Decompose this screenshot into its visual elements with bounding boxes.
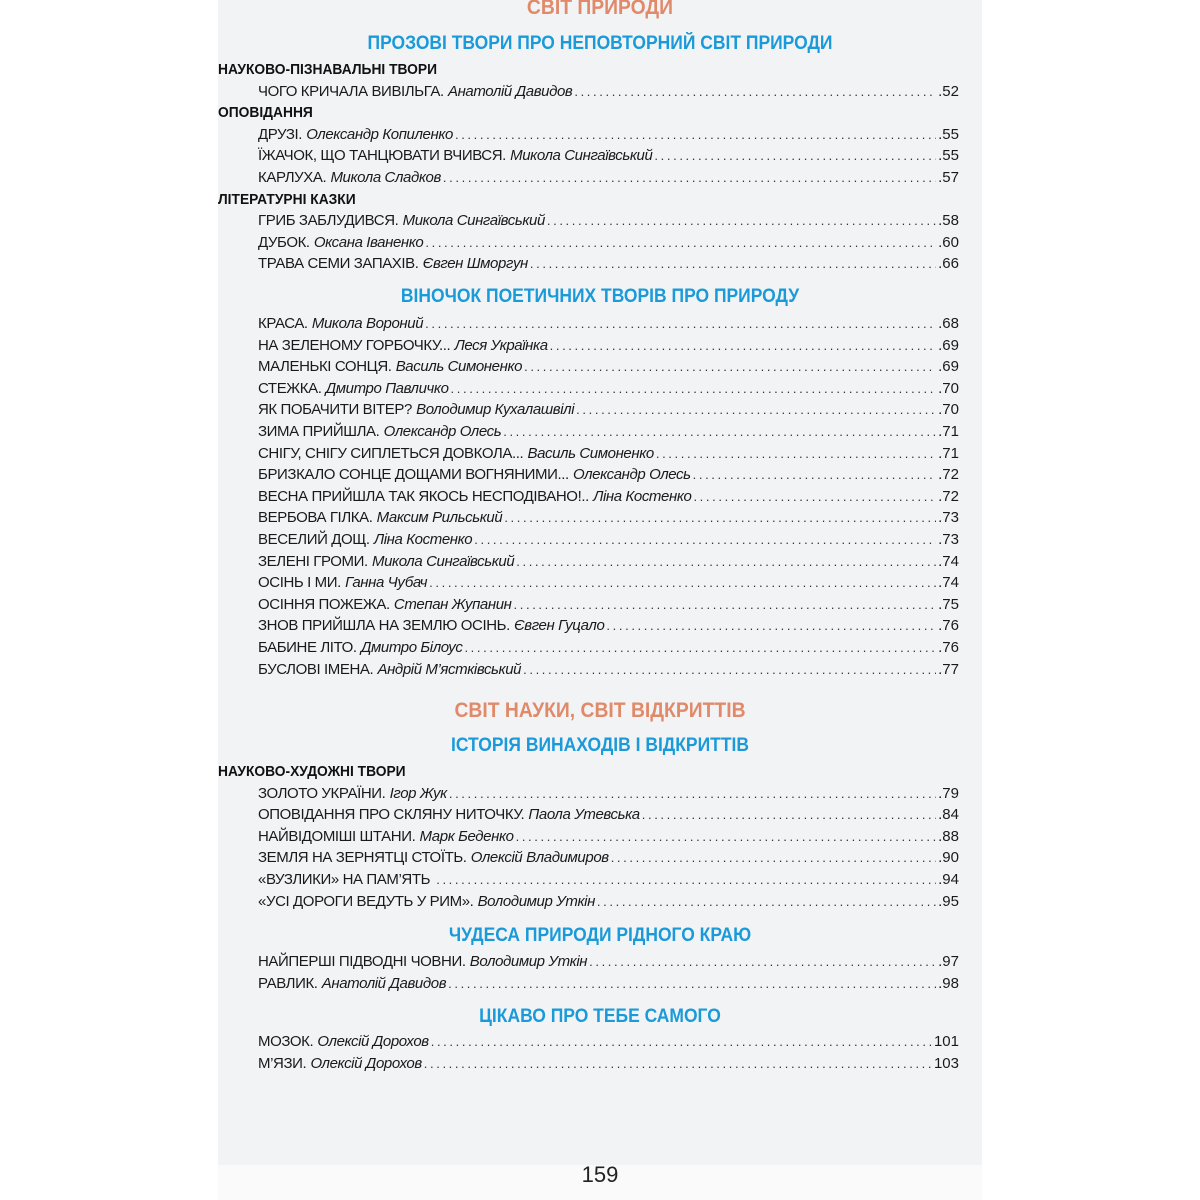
entry-page: .76 xyxy=(938,617,959,635)
toc-entry[interactable] xyxy=(258,81,959,103)
toc-entry[interactable] xyxy=(258,399,959,421)
toc-entry[interactable] xyxy=(258,1031,959,1053)
leader-dots xyxy=(516,826,937,848)
entry-author: Олексій Дорохов xyxy=(317,1033,429,1050)
entry-title: ЗОЛОТО УКРАЇНИ. xyxy=(258,784,386,802)
leader-dots xyxy=(576,399,936,421)
leader-dots xyxy=(425,232,936,254)
entry-page: .73 xyxy=(938,509,959,527)
entry-author: Василь Симоненко xyxy=(527,444,654,462)
entry-author: Олександр Копиленко xyxy=(306,125,453,143)
entry-title: БАБИНЕ ЛІТО. xyxy=(258,638,357,656)
entry-author: Дмитро Білоус xyxy=(360,638,463,656)
entry-author: Володимир Уткін xyxy=(469,953,588,970)
entry-author: Микола Сингаївський xyxy=(402,212,545,230)
entry-title: ЗНОВ ПРИЙШЛА НА ЗЕМЛЮ ОСІНЬ. xyxy=(258,617,510,635)
toc-entry[interactable] xyxy=(258,951,959,973)
entry-title: СНІГУ, СНІГУ СИПЛЕТЬСЯ ДОВКОЛА... xyxy=(258,444,524,462)
entry-author: Василь Симоненко xyxy=(395,358,523,376)
subsection-title: ЧУДЕСА ПРИРОДИ РІДНОГО КРАЮ xyxy=(448,925,752,946)
toc-entry[interactable] xyxy=(258,973,959,995)
entry-title: КРАСА. xyxy=(258,315,308,332)
leader-dots xyxy=(443,167,936,189)
toc-entry[interactable] xyxy=(258,783,959,805)
entry-page: .76 xyxy=(938,638,959,656)
toc-entry[interactable] xyxy=(258,335,959,357)
entry-page: .74 xyxy=(938,574,959,592)
entry-author: Євген Гуцало xyxy=(514,617,605,635)
entry-page: .60 xyxy=(938,233,959,251)
entry-title: НАЙПЕРШІ ПІДВОДНІ ЧОВНИ. xyxy=(258,953,466,970)
entry-page: 103 xyxy=(933,1054,959,1072)
leader-dots xyxy=(504,507,936,529)
leader-dots xyxy=(611,847,936,869)
entry-title: РАВЛИК. xyxy=(258,974,318,992)
entry-author: Анатолій Давидов xyxy=(447,82,573,100)
leader-dots xyxy=(530,253,936,275)
toc-entry[interactable] xyxy=(258,572,959,594)
entry-page: .52 xyxy=(938,82,959,100)
toc-entry[interactable] xyxy=(258,443,959,465)
entry-author: Володимир Кухалашвілі xyxy=(416,401,575,419)
entry-author: Ліна Костенко xyxy=(593,487,692,505)
entry-page: .69 xyxy=(938,336,959,354)
leader-dots xyxy=(503,421,936,443)
entry-page: .71 xyxy=(938,422,959,440)
entry-title: МОЗОК. xyxy=(258,1033,314,1050)
table-of-contents-page xyxy=(218,0,982,1200)
entry-author: Володимир Уткін xyxy=(477,892,595,910)
entry-title: ДРУЗІ. xyxy=(258,125,303,143)
entry-page: .57 xyxy=(938,168,959,186)
category-heading: НАУКОВО-ПІЗНАВАЛЬНІ ТВОРИ xyxy=(218,61,437,78)
entry-title: КАРЛУХА. xyxy=(258,168,327,186)
entry-page: .70 xyxy=(938,401,959,419)
toc-entry[interactable] xyxy=(258,615,959,637)
entry-title: ЗЕЛЕНІ ГРОМИ. xyxy=(258,552,368,570)
entry-author: Дмитро Павличко xyxy=(325,379,449,397)
category-heading: ОПОВІДАННЯ xyxy=(218,104,313,122)
entry-page: .66 xyxy=(938,255,959,273)
leader-dots xyxy=(597,891,936,913)
leader-dots xyxy=(574,81,936,103)
entry-page: .55 xyxy=(938,125,959,143)
entry-author: Оксана Іваненко xyxy=(313,233,424,251)
entry-title: ЇЖАЧОК, ЩО ТАНЦЮВАТИ ВЧИВСЯ. xyxy=(258,147,506,165)
toc-group xyxy=(218,1031,982,1074)
entry-page: .55 xyxy=(938,147,959,165)
entry-page: .71 xyxy=(938,444,959,462)
entry-title: НАЙВІДОМІШІ ШТАНИ. xyxy=(258,827,416,845)
leader-dots xyxy=(606,615,936,637)
entry-title: МАЛЕНЬКІ СОНЦЯ. xyxy=(258,358,392,376)
toc-entry[interactable] xyxy=(258,1053,959,1075)
leader-dots xyxy=(449,783,936,805)
entry-title: М’ЯЗИ. xyxy=(258,1054,307,1072)
toc-entry[interactable] xyxy=(258,847,959,869)
entry-author: Олексій Владимиров xyxy=(470,849,609,867)
entry-author: Анатолій Давидов xyxy=(321,974,447,992)
entry-author: Микола Сингаївський xyxy=(371,552,515,570)
leader-dots xyxy=(550,335,937,357)
entry-author: Паола Утевська xyxy=(528,806,640,824)
entry-page: .75 xyxy=(938,595,959,613)
leader-dots xyxy=(448,973,936,995)
entry-title: ЗИМА ПРИЙШЛА. xyxy=(258,422,380,440)
leader-dots xyxy=(514,594,937,616)
entry-author: Олександр Олесь xyxy=(572,466,691,484)
entry-page: .79 xyxy=(938,784,959,802)
leader-dots xyxy=(436,869,936,891)
leader-dots xyxy=(654,145,936,167)
entry-page: .77 xyxy=(938,660,959,678)
entry-page: .73 xyxy=(938,530,959,548)
entry-title: ВЕСНА ПРИЙШЛА ТАК ЯКОСЬ НЕСПОДІВАНО!.. xyxy=(258,487,589,505)
entry-page: .98 xyxy=(938,974,959,992)
entry-title: ВЕСЕЛИЙ ДОЩ. xyxy=(258,530,370,548)
section-title: СВІТ ПРИРОДИ xyxy=(526,0,674,19)
subsection-title: ЦІКАВО ПРО ТЕБЕ САМОГО xyxy=(479,1006,721,1027)
entry-page: .84 xyxy=(938,806,959,824)
entry-title: ДУБОК. xyxy=(258,233,310,251)
toc-entry[interactable] xyxy=(258,804,959,826)
category-heading: ЛІТЕРАТУРНІ КАЗКИ xyxy=(218,190,356,208)
toc-entry[interactable] xyxy=(258,378,959,400)
toc-entry[interactable] xyxy=(258,594,959,616)
entry-title: ЧОГО КРИЧАЛА ВИВІЛЬГА. xyxy=(258,82,444,100)
entry-title: ЯК ПОБАЧИТИ ВІТЕР? xyxy=(258,401,412,419)
page-number: 159 xyxy=(581,1162,619,1187)
toc-group xyxy=(218,313,982,680)
entry-title: БРИЗКАЛО СОНЦЕ ДОЩАМИ ВОГНЯНИМИ... xyxy=(258,466,569,484)
entry-author: Микола Вороний xyxy=(311,315,424,332)
entry-page: .69 xyxy=(938,358,959,376)
entry-author: Степан Жупанин xyxy=(393,595,512,613)
toc-entry[interactable] xyxy=(258,421,959,443)
entry-author: Андрій М’ястківський xyxy=(377,660,522,678)
leader-dots xyxy=(523,659,936,681)
subsection-title: ІСТОРІЯ ВИНАХОДІВ І ВІДКРИТТІВ xyxy=(451,735,749,756)
toc-entry[interactable] xyxy=(258,637,959,659)
leader-dots xyxy=(656,443,936,465)
toc-entry[interactable] xyxy=(258,145,959,167)
toc-entry[interactable] xyxy=(258,869,959,891)
entry-page: .72 xyxy=(938,466,959,484)
entry-author: Марк Беденко xyxy=(419,827,514,845)
leader-dots xyxy=(642,804,936,826)
toc-entry[interactable] xyxy=(258,356,959,378)
entry-author: Євген Шморгун xyxy=(422,255,528,273)
leader-dots xyxy=(425,313,936,335)
entry-title: СТЕЖКА. xyxy=(258,379,322,397)
entry-title: ВЕРБОВА ГІЛКА. xyxy=(258,509,373,527)
entry-author: Ліна Костенко xyxy=(373,530,473,548)
leader-dots xyxy=(464,637,936,659)
leader-dots xyxy=(547,210,936,232)
entry-page: .97 xyxy=(938,953,959,970)
toc-group xyxy=(218,951,982,994)
category-heading: НАУКОВО-ХУДОЖНІ ТВОРИ xyxy=(218,763,406,780)
leader-dots xyxy=(424,1053,932,1075)
toc-entry[interactable] xyxy=(258,124,959,146)
entry-title: ОСІНЬ І МИ. xyxy=(258,574,341,592)
entry-author: Олександр Олесь xyxy=(383,422,502,440)
leader-dots xyxy=(693,486,936,508)
leader-dots xyxy=(429,572,936,594)
toc-entry[interactable] xyxy=(258,826,959,848)
entry-title: НА ЗЕЛЕНОМУ ГОРБОЧКУ... xyxy=(258,336,451,354)
entry-page: .90 xyxy=(938,849,959,867)
entry-page: .70 xyxy=(938,379,959,397)
toc-entry[interactable] xyxy=(258,313,959,335)
leader-dots xyxy=(474,529,936,551)
entry-title: ОПОВІДАННЯ ПРО СКЛЯНУ НИТОЧКУ. xyxy=(258,806,525,824)
toc-entry[interactable] xyxy=(258,210,959,232)
entry-page: .68 xyxy=(938,315,959,332)
entry-page: .94 xyxy=(938,870,959,888)
subsection-title: ПРОЗОВІ ТВОРИ ПРО НЕПОВТОРНИЙ СВІТ ПРИРОДИ xyxy=(367,33,833,54)
leader-dots xyxy=(516,551,936,573)
entry-title: ГРИБ ЗАБЛУДИВСЯ. xyxy=(258,212,399,230)
entry-page: .74 xyxy=(938,552,959,570)
section-title: СВІТ НАУКИ, СВІТ ВІДКРИТТІВ xyxy=(454,699,746,722)
entry-title: ТРАВА СЕМИ ЗАПАХІВ. xyxy=(258,255,419,273)
toc-entry[interactable] xyxy=(258,659,959,681)
entry-title: «ВУЗЛИКИ» НА ПАМ’ЯТЬ xyxy=(258,870,431,888)
entry-author: Ганна Чубач xyxy=(345,574,428,592)
toc-entry[interactable] xyxy=(258,891,959,913)
leader-dots xyxy=(451,378,937,400)
toc-entry[interactable] xyxy=(258,551,959,573)
entry-page: .88 xyxy=(938,827,959,845)
entry-page: 101 xyxy=(933,1033,959,1050)
entry-author: Олексій Дорохов xyxy=(310,1054,422,1072)
leader-dots xyxy=(589,951,936,973)
toc-group xyxy=(218,59,982,275)
toc-entry[interactable] xyxy=(258,232,959,254)
entry-page: .72 xyxy=(938,487,959,505)
leader-dots xyxy=(455,124,936,146)
entry-author: Ігор Жук xyxy=(389,784,447,802)
toc-entry[interactable] xyxy=(258,507,959,529)
entry-title: «УСІ ДОРОГИ ВЕДУТЬ У РИМ». xyxy=(258,892,474,910)
leader-dots xyxy=(524,356,936,378)
toc-entry[interactable] xyxy=(258,464,959,486)
entry-author: Микола Сингаївський xyxy=(510,147,653,165)
entry-author: Микола Сладков xyxy=(330,168,441,186)
toc-entry[interactable] xyxy=(258,167,959,189)
toc-entry[interactable] xyxy=(258,253,959,275)
toc-entry[interactable] xyxy=(258,486,959,508)
entry-title: ОСІННЯ ПОЖЕЖА. xyxy=(258,595,390,613)
toc-group xyxy=(218,761,982,912)
toc-entry[interactable] xyxy=(258,529,959,551)
leader-dots xyxy=(693,464,937,486)
entry-author: Максим Рильський xyxy=(376,509,503,527)
entry-title: БУСЛОВІ ІМЕНА. xyxy=(258,660,374,678)
entry-page: .58 xyxy=(938,212,959,230)
entry-author: Леся Українка xyxy=(454,336,548,354)
subsection-title: ВІНОЧОК ПОЕТИЧНИХ ТВОРІВ ПРО ПРИРОДУ xyxy=(400,286,800,307)
entry-page: .95 xyxy=(938,892,959,910)
entry-title: ЗЕМЛЯ НА ЗЕРНЯТЦІ СТОЇТЬ. xyxy=(258,849,467,867)
leader-dots xyxy=(431,1031,932,1053)
